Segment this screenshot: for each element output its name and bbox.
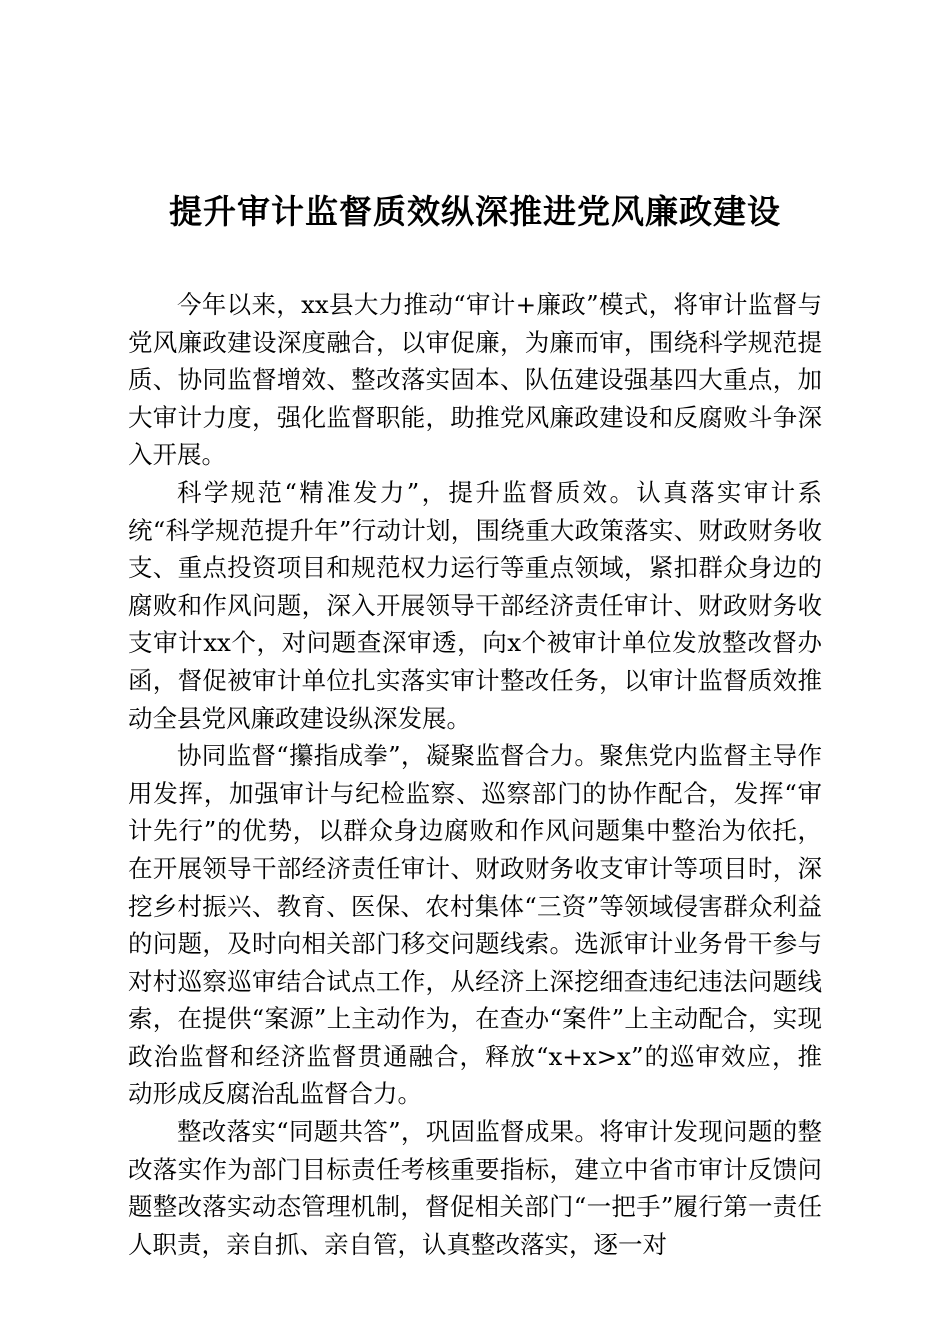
paragraph-scientific-standard: 科学规范“精准发力”，提升监督质效。认真落实审计系统“科学规范提升年”行动计划，围绕重大政策落实、财政财务收支、重点投资项目和规范权力运行等重点领域，紧扣群众身边的腐败和作风问题，深入开展领导干部经济责任审计、财政财务收支审计xx个，对问题查深审透，向x个被审计单位发放整改督办函，督促被审计单位扎实落实审计整改任务，以审计监督质效推动全县党风廉政建设纵深发展。 <box>128 477 822 733</box>
document-body <box>128 286 822 1263</box>
paragraph-rectification: 整改落实“同题共答”，巩固监督成果。将审计发现问题的整改落实作为部门目标责任考核重要指标，建立中省市审计反馈问题整改落实动态管理机制，督促相关部门“一把手”履行第一责任人职责，亲自抓、亲自管，认真整改落实，逐一对 <box>128 1117 822 1259</box>
document-title: 提升审计监督质效纵深推进党风廉政建设 <box>169 192 781 231</box>
paragraph-collaborative-supervision: 协同监督“攥指成拳”，凝聚监督合力。聚焦党内监督主导作用发挥，加强审计与纪检监察、巡察部门的协作配合，发挥“审计先行”的优势，以群众身边腐败和作风问题集中整治为依托，在开展领导干部经济责任审计、财政财务收支审计等项目时，深挖乡村振兴、教育、医保、农村集体“三资”等领域侵害群众利益的问题，及时向相关部门移交问题线索。选派审计业务骨干参与对村巡察巡审结合试点工作，从经济上深挖细查违纪违法问题线索，在提供“案源”上主动作为，在查办“案件”上主动配合，实现政治监督和经济监督贯通融合，释放“x+x>x”的巡审效应，推动形成反腐治乱监督合力。 <box>128 741 822 1109</box>
paragraph-intro: 今年以来，xx县大力推动“审计+廉政”模式，将审计监督与党风廉政建设深度融合，以审促廉，为廉而审，围绕科学规范提质、协同监督增效、整改落实固本、队伍建设强基四大重点，加大审计力度，强化监督职能，助推党风廉政建设和反腐败斗争深入开展。 <box>128 290 822 470</box>
